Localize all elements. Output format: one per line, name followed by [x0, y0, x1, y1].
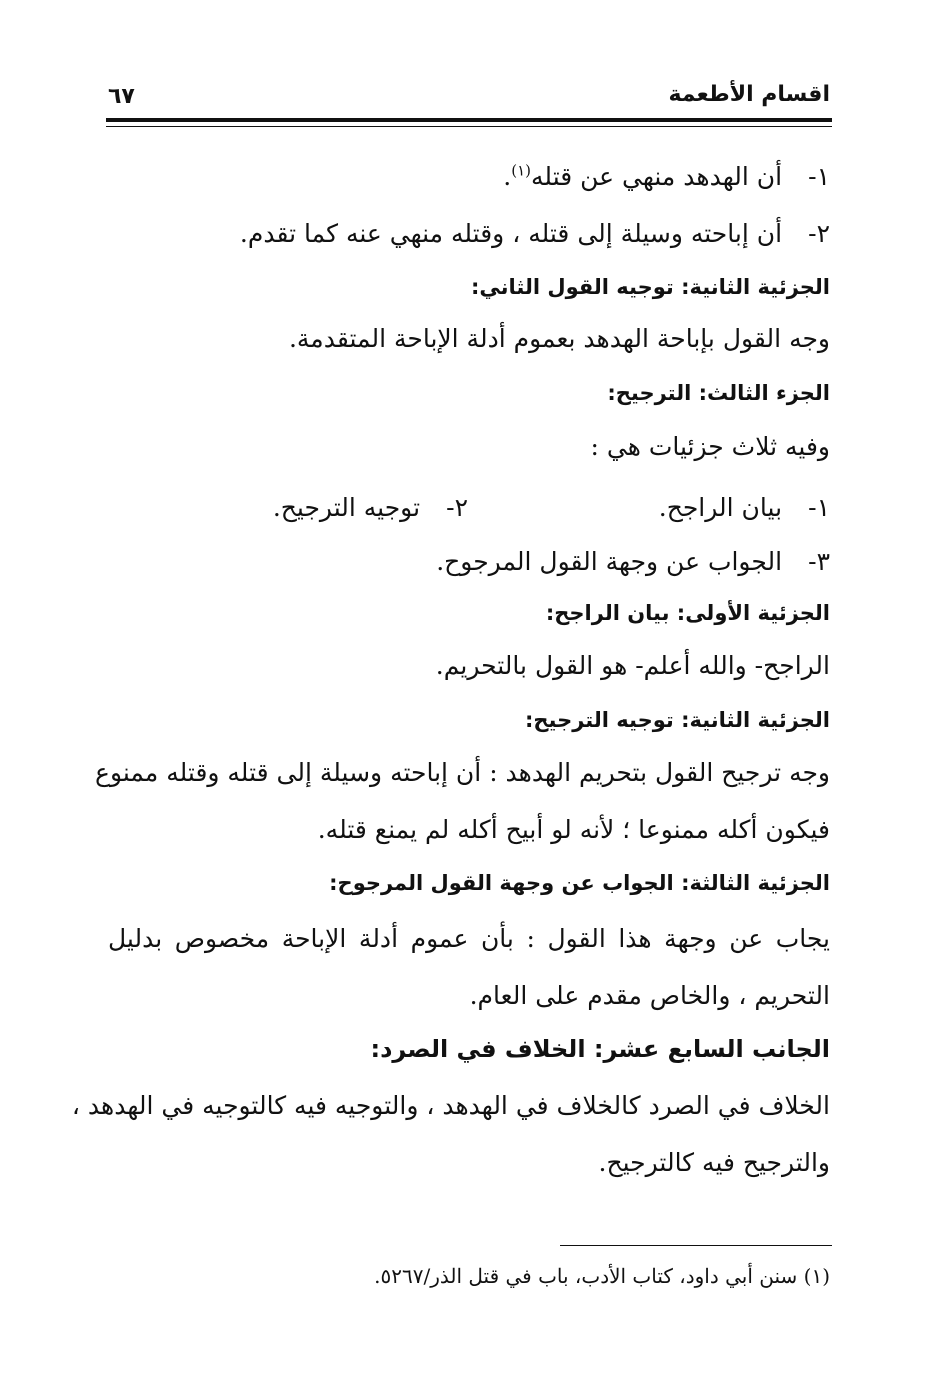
footnote: (١) سنن أبي داود، كتاب الأدب، باب في قتل الذر/٥٢٦٧. — [374, 1264, 830, 1288]
header-rule-thin — [106, 126, 832, 127]
list-text: أن الهدهد منهي عن قتله — [531, 162, 783, 191]
paragraph-line: والترجيح فيه كالترجيح. — [598, 1148, 830, 1177]
paragraph-line: فيكون أكله ممنوعا ؛ لأنه لو أبيح أكله لم يمنع قتله. — [317, 815, 830, 844]
list-number: ١- — [808, 493, 830, 522]
paragraph-line: يجاب عن وجهة هذا القول : بأن عموم أدلة الإباحة مخصوص بدليل — [108, 924, 830, 953]
list-item-1 — [108, 160, 830, 194]
section-heading: الجزئية الثانية: توجيه القول الثاني: — [471, 275, 830, 299]
list-number: ٣- — [808, 547, 830, 576]
footnote-ref: (١) — [511, 161, 532, 180]
paragraph-line: وجه ترجيح القول بتحريم الهدهد : أن إباحته وسيلة إلى قتله وقتله ممنوع — [95, 758, 830, 787]
page-number: ٦٧ — [108, 84, 135, 109]
running-header-title: اقسام الأطعمة — [668, 82, 830, 107]
list-item-2 — [108, 217, 830, 251]
list-item-3 — [108, 545, 830, 579]
paragraph: وجه القول بإباحة الهدهد بعموم أدلة الإباحة المتقدمة. — [288, 324, 830, 353]
section-heading: الجزئية الثالثة: الجواب عن وجهة القول المرجوح: — [329, 871, 830, 895]
list-item-col-1 — [659, 491, 830, 525]
section-heading: الجزء الثالث: الترجيح: — [607, 381, 830, 405]
list-text: توجيه الترجيح. — [272, 493, 421, 522]
paragraph: الراجح- والله أعلم- هو القول بالتحريم. — [435, 651, 830, 680]
list-text: الجواب عن وجهة القول المرجوح. — [436, 547, 783, 576]
list-end-punct: . — [503, 162, 512, 191]
list-text: أن إباحته وسيلة إلى قتله ، وقتله منهي عنه كما تقدم. — [239, 219, 783, 248]
list-number: ٢- — [808, 219, 830, 248]
paragraph: وفيه ثلاث جزئيات هي : — [590, 432, 830, 461]
paragraph-line: الخلاف في الصرد كالخلاف في الهدهد ، والتوجيه فيه كالتوجيه في الهدهد ، — [71, 1091, 830, 1120]
header-rule-thick — [106, 118, 832, 122]
list-number: ٢- — [446, 493, 468, 522]
section-heading: الجزئية الأولى: بيان الراجح: — [545, 601, 830, 625]
section-heading-major: الجانب السابع عشر: الخلاف في الصرد: — [370, 1035, 830, 1063]
paragraph-line: التحريم ، والخاص مقدم على العام. — [469, 981, 830, 1010]
list-item-col-2 — [273, 491, 468, 525]
list-number: ١- — [808, 162, 830, 191]
list-text: بيان الراجح. — [658, 493, 783, 522]
section-heading: الجزئية الثانية: توجيه الترجيح: — [525, 708, 830, 732]
footnote-separator — [560, 1245, 832, 1246]
